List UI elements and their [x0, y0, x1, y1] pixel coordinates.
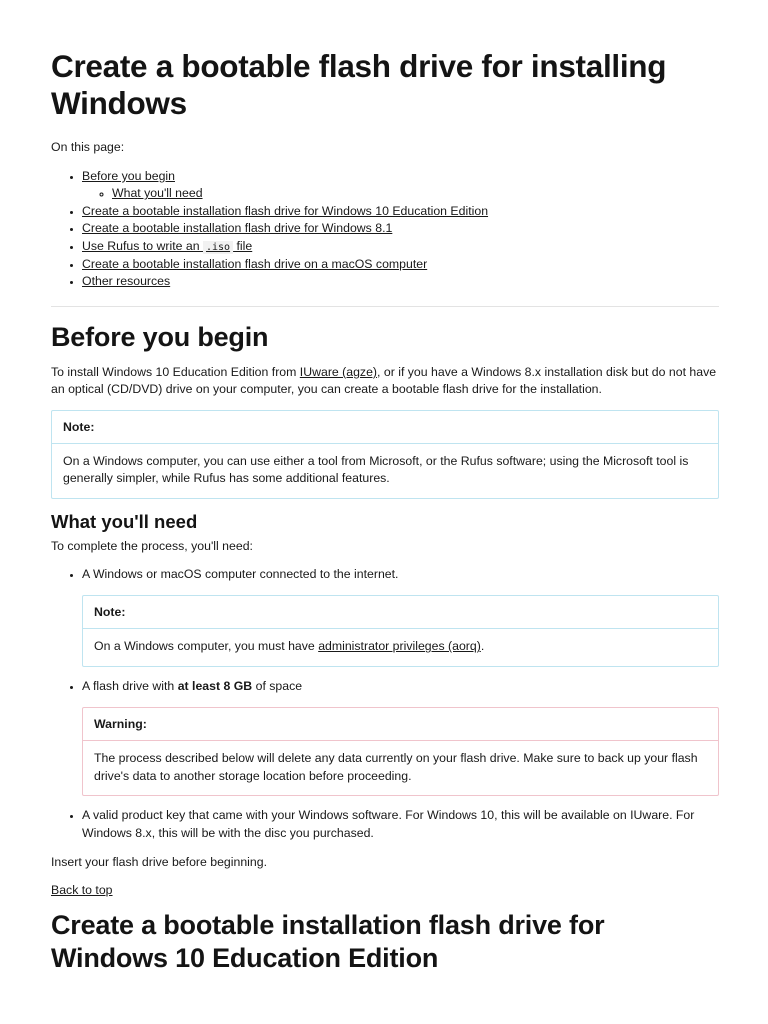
requirement-product-key: A valid product key that came with your Windows software. For Windows 10, this will be available on IUware. For Windows 8.x, this will be with the disc you purchased. — [82, 808, 695, 840]
note-label: Note: — [83, 596, 718, 629]
toc-link-other-resources[interactable]: Other resources — [82, 274, 171, 289]
toc-item — [82, 203, 719, 220]
note-body: On a Windows computer, you can use either a tool from Microsoft, or the Rufus software; using the Microsoft tool is generally simpler, while Rufus has some additional features. — [63, 453, 689, 486]
iso-code: .iso — [203, 241, 233, 254]
requirement-flash-drive — [82, 679, 302, 693]
note-label: Note: — [52, 411, 718, 444]
list-item — [82, 807, 719, 842]
before-intro-text-a: To install Windows 10 Education Edition from — [51, 364, 300, 379]
list-item — [82, 566, 719, 667]
heading-windows-10: Create a bootable installation flash drive for Windows 10 Education Edition — [51, 910, 605, 974]
warning-label: Warning: — [83, 708, 718, 741]
heading-what-youll-need: What you'll need — [51, 510, 198, 532]
toc-item — [82, 238, 719, 256]
toc-link-windows-10[interactable]: Create a bootable installation flash drive for Windows 10 Education Edition — [82, 203, 489, 218]
table-of-contents — [51, 168, 719, 291]
admin-privileges-link[interactable]: administrator privileges (aorq) — [318, 639, 481, 654]
flash-drive-size: at least 8 GB — [177, 678, 253, 693]
flash-drive-text-a: A flash drive with — [82, 678, 178, 693]
insert-drive-text: Insert your flash drive before beginning. — [51, 855, 268, 870]
page-title: Create a bootable flash drive for installing Windows — [51, 48, 667, 121]
need-intro: To complete the process, you'll need: — [51, 538, 253, 553]
iuware-link[interactable]: IUware (agze) — [299, 364, 378, 379]
back-to-top-link[interactable]: Back to top — [51, 883, 113, 898]
on-this-page-label: On this page: — [51, 140, 125, 154]
toc-link-before-you-begin[interactable]: Before you begin — [82, 169, 175, 183]
toc-link-windows-81[interactable]: Create a bootable installation flash drive for Windows 8.1 — [82, 221, 393, 236]
toc-item — [82, 256, 719, 273]
toc-item — [82, 220, 719, 237]
before-intro — [51, 364, 719, 398]
note-text-b: . — [480, 639, 485, 654]
toc-link-rufus[interactable] — [82, 239, 252, 253]
toc-item — [82, 168, 719, 203]
before-intro-text-b: , or if you have a Windows 8.x installation disk but do not have an optical (CD/DVD) drive on your computer, you can create a bootable flash drive for the installation. — [51, 364, 717, 396]
toc-rufus-pre: Use Rufus to write an — [82, 238, 203, 253]
heading-before-you-begin: Before you begin — [51, 321, 269, 352]
note-callout — [82, 595, 719, 667]
list-item — [82, 678, 719, 797]
toc-rufus-post: file — [233, 238, 253, 253]
toc-link-what-youll-need[interactable]: What you'll need — [112, 186, 203, 201]
requirements-list — [51, 566, 719, 843]
requirement-computer: A Windows or macOS computer connected to the internet. — [82, 566, 399, 581]
toc-subitem — [112, 185, 719, 202]
warning-callout — [82, 707, 719, 796]
warning-body: The process described below will delete any data currently on your flash drive. Make sure to back up your flash drive's data to another storage location before proceeding. — [94, 751, 698, 783]
note-body — [83, 629, 718, 666]
flash-drive-text-b: of space — [252, 678, 303, 693]
toc-item — [82, 273, 719, 290]
divider — [51, 306, 719, 307]
note-text-a: On a Windows computer, you must have — [94, 639, 319, 654]
note-callout — [51, 410, 719, 499]
toc-link-macos[interactable]: Create a bootable installation flash drive on a macOS computer — [82, 257, 428, 272]
